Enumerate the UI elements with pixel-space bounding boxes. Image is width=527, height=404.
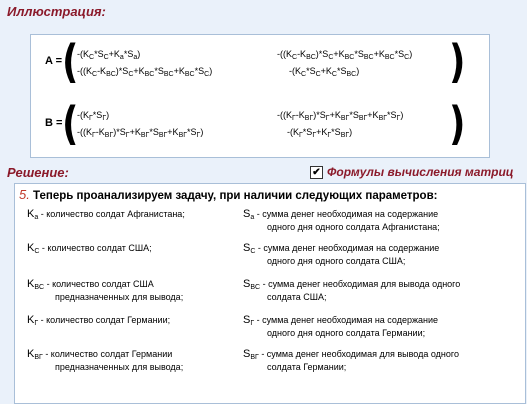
matrix-b-label: B = (45, 117, 63, 129)
parameter-description: - сумма денег необходимая на содержание (254, 315, 438, 325)
parameter-description: - количество солдат Афганистана; (38, 209, 185, 219)
solution-box (14, 183, 526, 404)
parameter-k-3 (27, 242, 152, 255)
formulas-checkbox-label[interactable]: Формулы вычисления матриц (327, 165, 514, 179)
parameter-symbol: $K_C$ (27, 242, 40, 255)
parameter-description: - количество солдат Германии; (38, 315, 171, 325)
parameter-s-10 (243, 348, 459, 373)
parameter-symbol: $K_Г$ (27, 314, 39, 327)
matrix-a-r1c2: $-((K_C-K_{BC})*S_C+K_{BC}*S_{BC}+K_{BC}*S_C)$ (277, 49, 413, 61)
parameter-symbol: $S_Г$ (243, 314, 255, 327)
parameter-description-cont: солдата Германии; (267, 361, 347, 372)
parameter-description: - количество солдат США (44, 279, 154, 289)
parameter-symbol: $S_{BC}$ (243, 278, 261, 291)
parameter-description: - количество солдат Германии (42, 349, 173, 359)
parameter-symbol: $K_{BГ}$ (27, 348, 43, 361)
illustration-heading: Иллюстрация: (7, 4, 106, 19)
solution-heading: Решение: (7, 165, 69, 180)
parameter-s-8 (243, 314, 438, 339)
step-number: 5. (19, 187, 30, 202)
matrix-b-r2c1: $-((K_Г-K_{BГ})*S_Г+K_{BГ}*S_{BГ}+K_{BГ}*S_Г)$ (77, 127, 204, 139)
parameter-k-7 (27, 314, 170, 327)
parameter-description: - сумма денег необходимая на содержание (254, 209, 439, 219)
parameter-description-cont: одного дня одного солдата Германии; (267, 327, 426, 338)
parameter-s-4 (243, 242, 439, 267)
matrix-a-r1c1: $-(K_C*S_C+K_a*S_a)$ (77, 49, 141, 61)
matrix-b-r2c2: $-(K_Г*S_Г+K_Г*S_{BГ})$ (287, 127, 353, 139)
matrix-a-left-paren: ( (62, 35, 79, 88)
step-title (19, 187, 437, 202)
matrix-b-r1c2: $-((K_Г-K_{BГ})*S_Г+K_{BГ}*S_{BГ}+K_{BГ}*S_Г)$ (277, 110, 404, 122)
parameter-description-cont: предназначенных для вывода; (55, 361, 184, 372)
matrix-b-r1c1: $-(K_Г*S_Г)$ (77, 110, 110, 122)
parameter-s-6 (243, 278, 460, 303)
parameter-k-1 (27, 208, 185, 221)
parameter-description: - количество солдат США; (39, 243, 152, 253)
parameter-k-5 (27, 278, 183, 303)
parameter-description: - сумма денег необходимая на содержание (255, 243, 440, 253)
parameter-description-cont: одного дня одного солдата США; (267, 255, 406, 266)
parameter-symbol: $S_a$ (243, 208, 255, 221)
parameter-description-cont: предназначенных для вывода; (55, 291, 184, 302)
matrix-b-right-paren: ) (449, 97, 466, 150)
matrix-a-label: A = (45, 55, 63, 67)
parameter-description: - сумма денег необходимая для вывода одного (258, 349, 459, 359)
formulas-checkbox[interactable]: ✔ (310, 166, 323, 179)
parameter-description-cont: одного дня одного солдата Афганистана; (267, 221, 440, 232)
parameter-description: - сумма денег необходимая для вывода одного (260, 279, 461, 289)
parameter-s-2 (243, 208, 440, 233)
illustration-box (30, 34, 490, 158)
parameter-k-9 (27, 348, 183, 373)
parameter-description-cont: солдата США; (267, 291, 327, 302)
matrix-a-r2c2: $-(K_C*S_C+K_C*S_{BC})$ (289, 66, 360, 78)
parameter-symbol: $K_{BC}$ (27, 278, 45, 291)
parameter-symbol: $S_{BГ}$ (243, 348, 259, 361)
matrix-b-left-paren: ( (62, 97, 79, 150)
matrix-a-right-paren: ) (449, 35, 466, 88)
step-title-text: Теперь проанализируем задачу, при наличии следующих параметров: (33, 190, 438, 202)
parameter-symbol: $K_a$ (27, 208, 39, 221)
matrix-a-r2c1: $-((K_C-K_{BC})*S_C+K_{BC}*S_{BC}+K_{BC}*S_C)$ (77, 66, 213, 78)
parameter-symbol: $S_C$ (243, 242, 256, 255)
